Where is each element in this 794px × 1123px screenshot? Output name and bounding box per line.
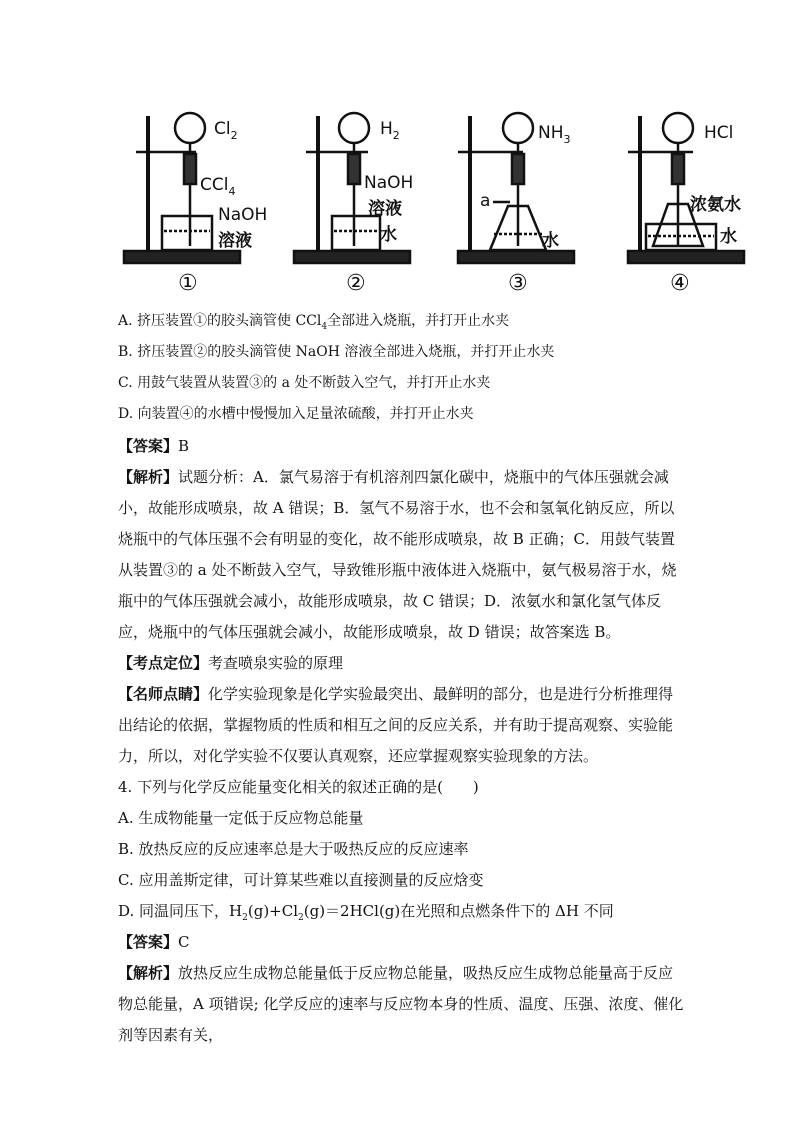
mingshi: 【名师点睛】化学实验现象是化学实验最突出、最鲜明的部分，也是进行分析推理得出结论的依据，掌握物质的性质和相互之间的反应关系，并有助于提高观察、实验能力，所以，对化学实验不仅要认真观察，还应掌握观察实验现象的方法。: [118, 685, 674, 765]
basin-bottom-label-1: 溶液: [218, 231, 252, 251]
apparatus-figure: [118, 106, 778, 296]
basin-top-label-1: NaOH: [218, 205, 268, 225]
drop-label-1: CCl$_4$: [200, 175, 236, 198]
drop-bottom-label-2: 溶液: [368, 199, 402, 219]
side-label-3: a: [480, 191, 491, 211]
q4-option-d: D. 同温同压下，$H_2(g)+Cl_2(g)=2HCl(g)$在光照和点燃条件下的 ΔH 不同: [118, 902, 614, 923]
number-4: ④: [670, 271, 690, 296]
basin-label-4: 水: [720, 227, 737, 247]
q4-analysis: 【解析】放热反应生成物总能量低于反应物总能量，吸热反应生成物总能量高于反应物总能量，A 项错误; 化学反应的速率与反应物本身的性质、温度、压强、浓度、催化剂等因素有关，: [118, 964, 684, 1044]
q3-option-b: B. 挤压装置②的胶头滴管使 NaOH 溶液全部进入烧瓶，并打开止水夹: [118, 344, 555, 360]
q3-option-c: C. 用鼓气装置从装置③的 a 处不断鼓入空气，并打开止水夹: [118, 375, 491, 391]
basin-top-label-4: 浓氨水: [690, 195, 741, 215]
gas-label-3: $NH_3$: [538, 123, 571, 146]
number-2: ②: [346, 271, 366, 296]
q3-option-a: A. 挤压装置①的胶头滴管使 CCl$_4$全部进入烧瓶，并打开止水夹: [118, 313, 510, 332]
q4-stem: 4. 下列与化学反应能量变化相关的叙述正确的是( ): [118, 778, 479, 796]
drop-top-label-2: NaOH: [364, 173, 414, 193]
q4-option-a: A. 生成物能量一定低于反应物总能量: [118, 809, 364, 827]
number-1: ①: [178, 271, 198, 296]
gas-label-1: $Cl_2$: [214, 119, 238, 142]
apparatus-drawing: [118, 106, 778, 296]
q3-option-d: D. 向装置④的水槽中慢慢加入足量浓硫酸，并打开止水夹: [118, 406, 474, 422]
gas-label-4: HCl: [704, 123, 734, 143]
q4-option-b: B. 放热反应的反应速率总是大于吸热反应的反应速率: [118, 840, 469, 858]
q4-option-c: C. 应用盖斯定律，可计算某些难以直接测量的反应焓变: [118, 871, 484, 889]
q3-answer: 【答案】B: [118, 437, 190, 455]
gas-label-2: $H_2$: [380, 119, 400, 142]
number-3: ③: [508, 271, 528, 296]
q4-answer: 【答案】C: [118, 933, 190, 951]
q3-analysis: 【解析】试题分析：A．氯气易溶于有机溶剂四氯化碳中，烧瓶中的气体压强就会减小，故能形成喷泉，故 A 错误；B．氢气不易溶于水，也不会和氢氧化钠反应，所以烧瓶中的气体压强不会有明显的变化，故不能形成喷泉，故 B 正确；C．用鼓气装置从装置③的 a 处不断鼓入空气，导致锥形瓶中液体进入烧瓶中，氨气极易溶于水，烧瓶中的气体压强就会减小，故能形成喷泉，故 C 错误；D．浓氨水和氯化氢气体反应，烧瓶中的气体压强就会减小，故能形成喷泉，故 D 错误；故答案选 B。: [118, 468, 677, 641]
kaodian: 【考点定位】考查喷泉实验的原理: [118, 654, 344, 672]
basin-label-3: 水: [542, 231, 559, 251]
basin-label-2: 水: [380, 225, 397, 245]
